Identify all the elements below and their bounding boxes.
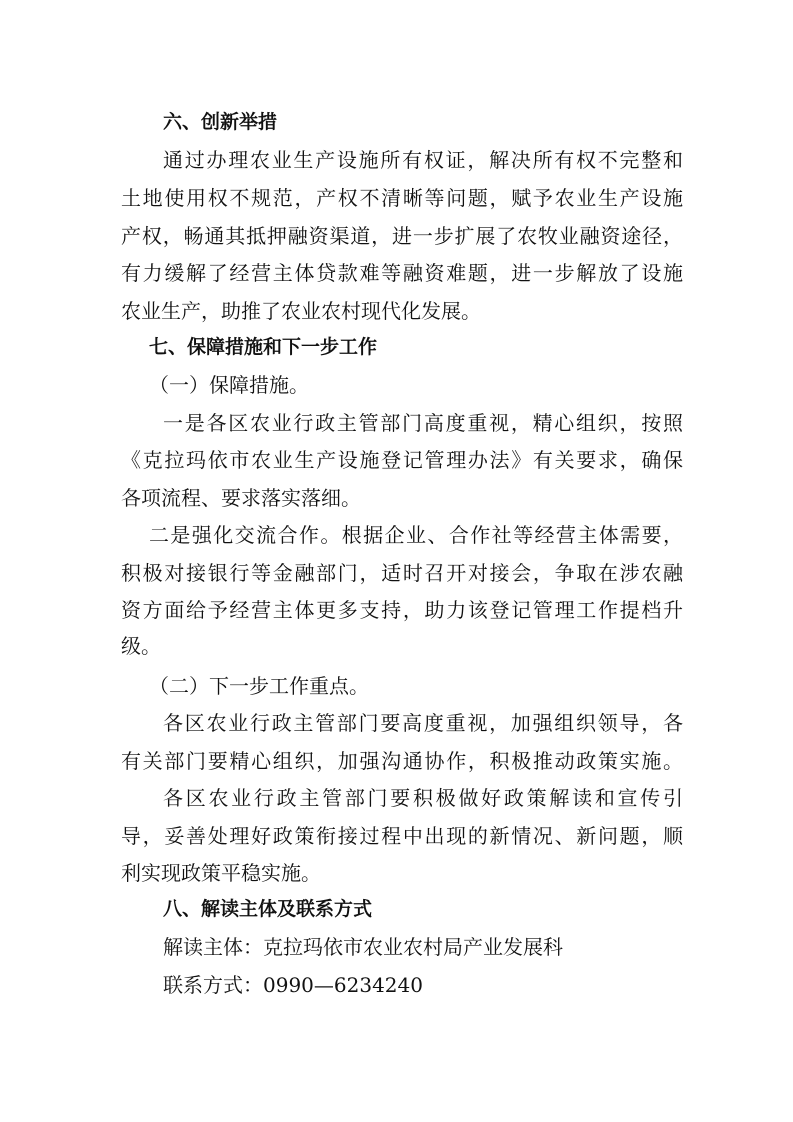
paragraph-line: 《克拉玛依市农业生产设施登记管理办法》有关要求，确保 — [121, 448, 683, 472]
paragraph-line: 有关部门要精心组织，加强沟通协作，积极推动政策实施。 — [121, 749, 683, 773]
paragraph-line: 通过办理农业生产设施所有权证，解决所有权不完整和 — [163, 148, 683, 172]
contact-phone: 联系方式：0990—6234240 — [163, 973, 423, 997]
paragraph-line: 二是强化交流合作。根据企业、合作社等经营主体需要， — [149, 523, 683, 547]
section-heading: 六、创新举措 — [163, 111, 278, 133]
section-heading: 八、解读主体及联系方式 — [163, 898, 373, 920]
paragraph-line: 导，妥善处理好政策衔接过程中出现的新情况、新问题，顺 — [121, 824, 683, 848]
paragraph-line: 一是各区农业行政主管部门高度重视，精心组织，按照 — [163, 411, 683, 435]
paragraph-line: 各区农业行政主管部门要高度重视，加强组织领导，各 — [163, 711, 683, 735]
paragraph-line: 土地使用权不规范，产权不清晰等问题，赋予农业生产设施 — [121, 186, 683, 210]
paragraph-line: 级。 — [121, 634, 161, 658]
subsection-heading: （一）保障措施。 — [149, 373, 309, 397]
paragraph-line: 各项流程、要求落实落细。 — [121, 486, 361, 510]
paragraph-line: 各区农业行政主管部门要积极做好政策解读和宣传引 — [163, 786, 683, 810]
paragraph-line: 积极对接银行等金融部门，适时召开对接会，争取在涉农融 — [121, 561, 683, 585]
subsection-heading: （二）下一步工作重点。 — [149, 674, 369, 698]
paragraph-line: 资方面给予经营主体更多支持，助力该登记管理工作提档升 — [121, 598, 683, 622]
paragraph-line: 利实现政策平稳实施。 — [121, 861, 321, 885]
paragraph-line: 产权，畅通其抵押融资渠道，进一步扩展了农牧业融资途径， — [121, 224, 683, 248]
paragraph-line: 有力缓解了经营主体贷款难等融资难题，进一步解放了设施 — [121, 261, 683, 285]
contact-unit: 解读主体：克拉玛依市农业农村局产业发展科 — [163, 935, 563, 959]
paragraph-line: 农业生产，助推了农业农村现代化发展。 — [121, 299, 481, 323]
section-heading: 七、保障措施和下一步工作 — [149, 336, 378, 358]
